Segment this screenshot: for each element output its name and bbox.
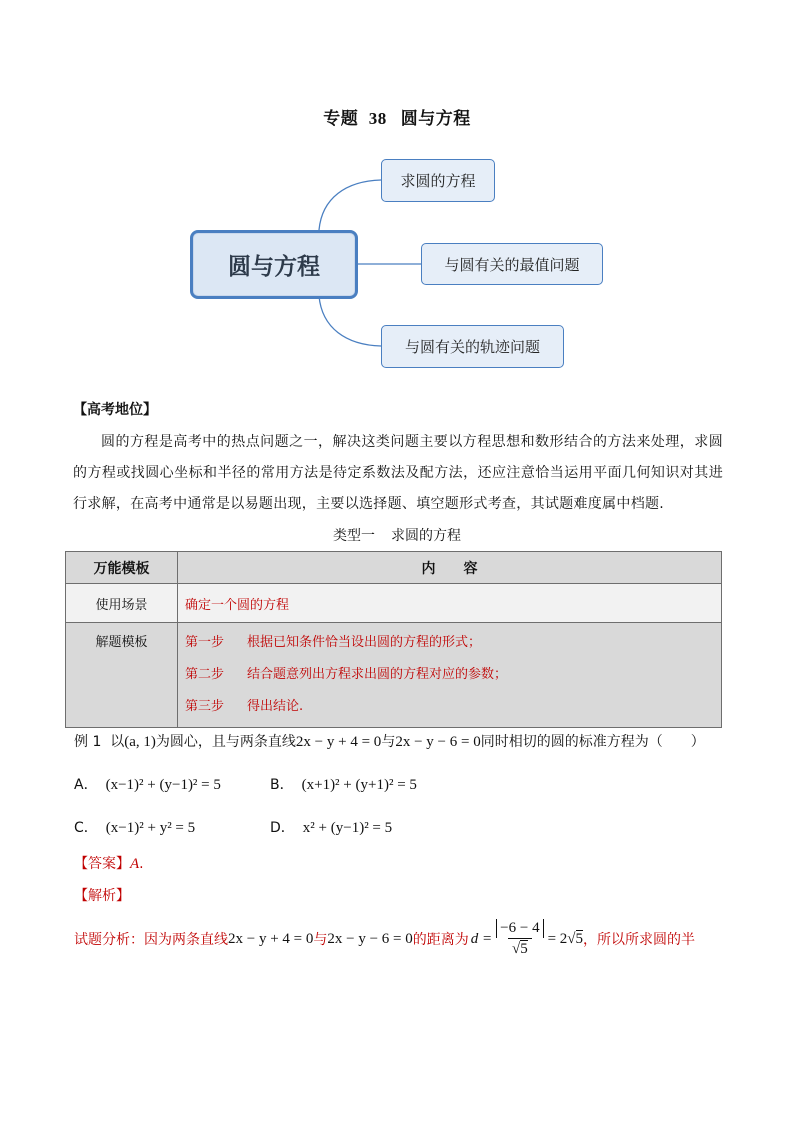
option-a: A． (x−1)² + (y−1)² = 5 (74, 777, 221, 793)
step-2: 第二步 结合题意列出方程求出圆的方程对应的参数； (185, 667, 508, 682)
section-heading: 【高考地位】 (73, 402, 157, 418)
example-question: 例 1 以(a, 1)为圆心，且与两条直线2x − y + 4 = 0与2x − y − 6 = 0同时相切的圆的标准方程为（ ） (74, 734, 705, 750)
table-header-template: 万能模板 (66, 552, 178, 584)
template-steps (178, 623, 722, 728)
type-heading: 类型一 求圆的方程 (333, 528, 461, 544)
table-row (66, 584, 722, 623)
template-table (65, 551, 722, 728)
mindmap-branch-3: 与圆有关的轨迹问题 (381, 325, 564, 368)
mindmap-branch-1: 求圆的方程 (381, 159, 495, 202)
option-b: B． (x+1)² + (y+1)² = 5 (270, 777, 417, 793)
page-title: 专题 38 圆与方程 (323, 109, 471, 129)
distance-fraction: $\frac{-6 - 4}{√5}$ (496, 919, 543, 959)
analysis-text: 试题分析：因为两条直线 2x − y + 4 = 0 与 2x − y − 6 = 0 的距离为 d = $\frac{-6 - 4}{√5}$ = 2 √5 ，所以所求圆的半 (74, 920, 696, 957)
option-d: D． x² + (y−1)² = 5 (270, 820, 393, 836)
analysis-heading: 【解析】 (74, 888, 130, 904)
intro-paragraph: 圆的方程是高考中的热点问题之一，解决这类问题主要以方程思想和数形结合的方法来处理，求圆的方程或找圆心坐标和半径的常用方法是待定系数法及配方法，还应注意恰当运用平面几何知识对其进行求解，在高考中通常是以易题出现，主要以选择题、填空题形式考查，其试题难度属中档题. (73, 434, 723, 512)
step-3: 第三步 得出结论. (185, 699, 304, 714)
mindmap-branch-2: 与圆有关的最值问题 (421, 243, 603, 285)
row-label-use: 使用场景 (66, 584, 178, 623)
row-value-use: 确定一个圆的方程 (178, 584, 722, 623)
mindmap-center-topic: 圆与方程 (190, 230, 358, 299)
answer-line: 【答案】A. (74, 856, 144, 872)
option-c: C． (x−1)² + y² = 5 (74, 820, 196, 836)
table-row (66, 623, 722, 728)
row-label-template: 解题模板 (66, 623, 178, 728)
step-1: 第一步 根据已知条件恰当设出圆的方程的形式； (185, 635, 482, 650)
table-header-content: 内 容 (178, 552, 722, 584)
